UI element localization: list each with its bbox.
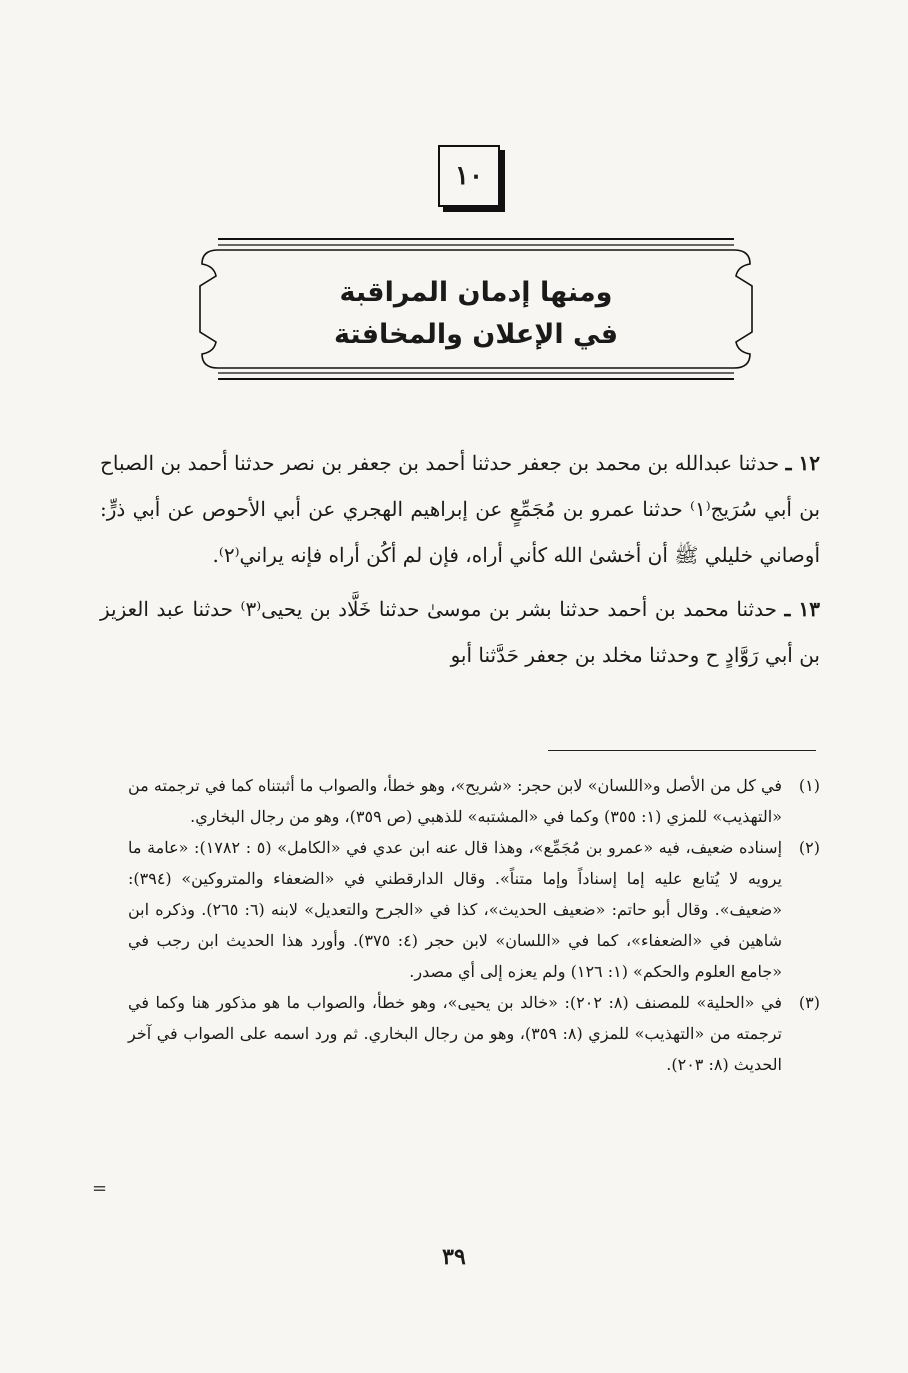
footnote: [128, 770, 820, 832]
chapter-title-line-1: ومنها إدمان المراقبة: [339, 277, 613, 308]
hadith-number: ١٣ ـ: [784, 597, 820, 621]
hadith-paragraph: [100, 586, 820, 678]
chapter-title: [178, 272, 774, 356]
footnote-text: إسناده ضعيف، فيه «عمرو بن مُجَمِّع»، وهذا قال عنه ابن عدي في «الكامل» (٥ : ١٧٨٢): «عامة ما يرويه لا يُتابع عليه إما إسناداً وإما متناً». وقال الدارقطني في «الضعفاء والمتروكين» (٣٩٤): «ضعيف». وقال أبو حاتم: «ضعيف الحديث»، كذا في «الجرح والتعديل» لابنه (٦: ٢٦٥). وذكره ابن شاهين في «الضعفاء»، كما في «اللسان» لابن حجر (٤: ٣٧٥). وأورد هذا الحديث ابن رجب في «جامع العلوم والحكم» (١: ١٢٦) ولم يعزه إلى أي مصدر.: [128, 838, 783, 981]
hadith-text: [100, 440, 820, 686]
page-number: ٣٩: [442, 1244, 466, 1270]
footnote-separator: [548, 750, 816, 751]
footnote: [128, 987, 820, 1080]
hadith-body: حدثنا محمد بن أحمد حدثنا بشر بن موسىٰ حدثنا خَلَّاد بن يحيى⁽٣⁾ حدثنا عبد العزيز بن أبي رَوَّادٍ ح وحدثنا مخلد بن جعفر حَدَّثنا أبو: [100, 597, 820, 667]
hadith-number: ١٢ ـ: [785, 451, 821, 475]
footnote: [128, 832, 820, 987]
footnote-text: في كل من الأصل و«اللسان» لابن حجر: «شريح»، وهو خطأ، والصواب ما أثبتناه كما في ترجمته من «التهذيب» للمزي (١: ٣٥٥) وكما في «المشتبه» للذهبي (ص ٣٥٩)، وهو من رجال البخاري.: [128, 776, 782, 826]
footnote-text: في «الحلية» للمصنف (٨: ٢٠٢): «خالد بن يحيى»، وهو خطأ، والصواب ما هو مذكور هنا وكما في ترجمته من «التهذيب» للمزي (٨: ٣٥٩)، وهو من رجال البخاري. ثم ورد اسمه على الصواب في آخر الحديث (٨: ٢٠٣).: [128, 993, 782, 1074]
chapter-number-box: [438, 145, 500, 207]
chapter-title-frame: [178, 236, 774, 382]
chapter-number: ١٠: [455, 161, 483, 191]
footnote-marker: (٣): [798, 993, 820, 1012]
footnote-marker: (١): [798, 776, 820, 795]
hadith-paragraph: [100, 440, 820, 578]
footnotes: [128, 770, 820, 1080]
footnote-marker: (٢): [798, 838, 820, 857]
hadith-body: حدثنا عبدالله بن محمد بن جعفر حدثنا أحمد بن جعفر بن نصر حدثنا أحمد بن الصباح بن أبي سُرَيج⁽١⁾ حدثنا عمرو بن مُجَمِّعٍ عن إبراهيم الهجري عن أبي الأحوص عن أبي ذرٍّ: أوصاني خليلي ﷺ أن أخشىٰ الله كأني أراه، فإن لم أكُن أراه فإنه يراني⁽٢⁾.: [100, 451, 821, 567]
continuation-mark: =: [92, 1178, 108, 1199]
chapter-title-line-2: في الإعلان والمخافتة: [333, 319, 619, 350]
